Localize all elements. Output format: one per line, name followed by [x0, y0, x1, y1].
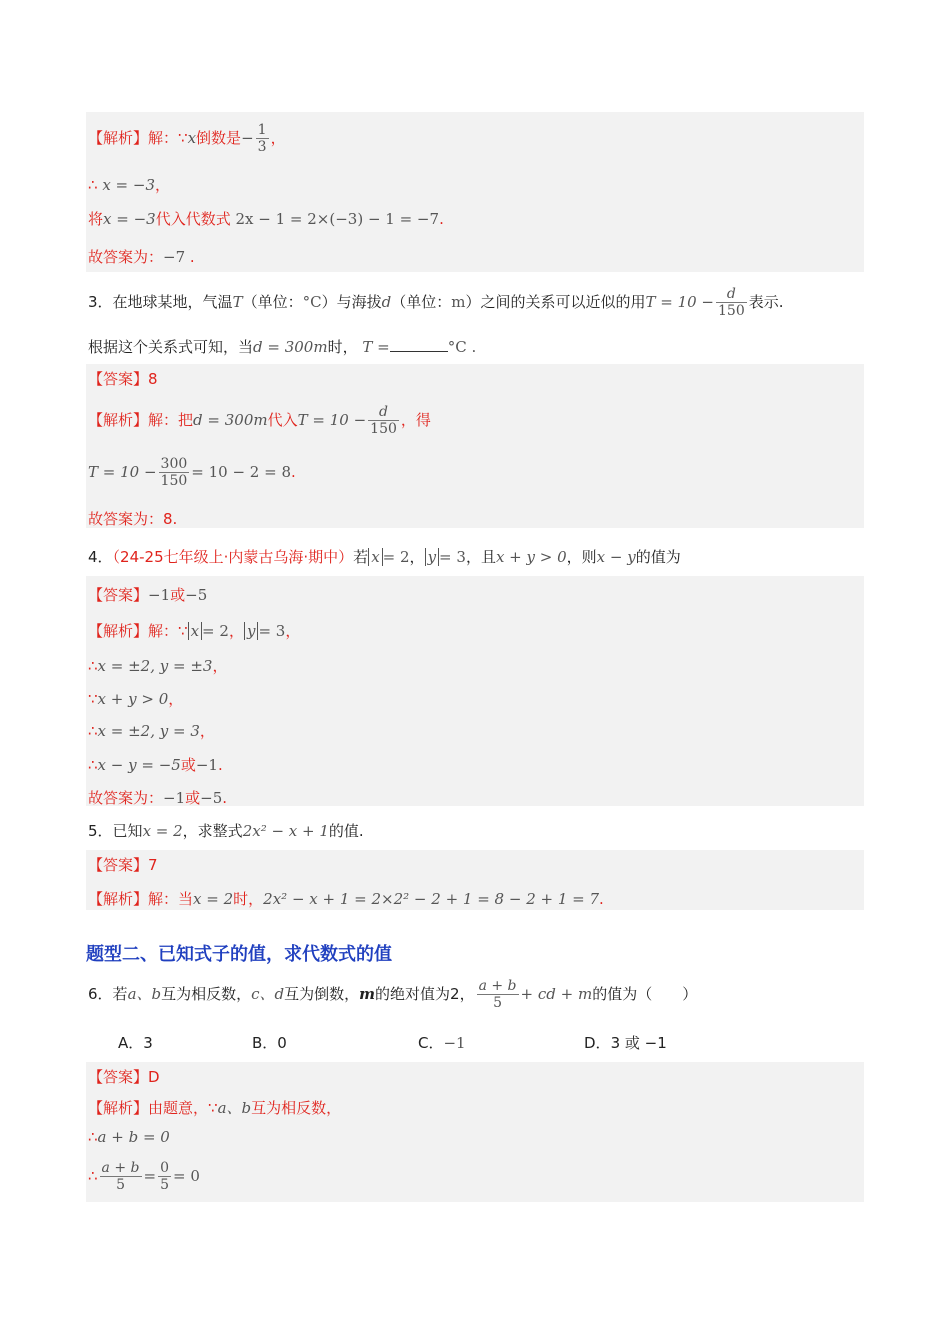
- question-3: 3．在地球某地，气温T（单位：°C）与海拔d（单位：m）之间的关系可以近似的用T = 10 − $\frac{d}{150}$ 表示.: [88, 286, 784, 320]
- final-answer-line: 故答案为：−1或−5.: [88, 789, 228, 807]
- solution-line: ∴x − y = −5或−1.: [88, 756, 223, 774]
- question-6: 6．若a、b互为相反数，c、d互为倒数，m的绝对值为2， $\frac{a + b}{5}$ + cd + m的值为（ ）: [88, 978, 698, 1012]
- solution-block-6: [86, 1062, 864, 1202]
- fraction: $\frac{a + b}{5}$: [101, 1160, 140, 1194]
- question-4: 4．（24-25七年级上·内蒙古乌海·期中）若 x = 2， y = 3，且x + y > 0，则x − y的值为: [88, 548, 681, 566]
- final-answer-line: 故答案为：8.: [88, 510, 178, 528]
- answer-line: 【答案】D: [88, 1068, 160, 1086]
- solution-line: ∴a + b = 0: [88, 1128, 170, 1146]
- fraction: $\frac{d}{150}$: [718, 286, 745, 320]
- analysis-line: 【解析】解：把d = 300m代入T = 10 − $\frac{d}{150}$ ，得: [88, 404, 431, 438]
- analysis-line: 【解析】解：∵ x = 2， y = 3，: [88, 622, 301, 640]
- fraction: $\frac{d}{150}$: [370, 404, 397, 438]
- section-title: 题型二、已知式子的值，求代数式的值: [86, 944, 392, 965]
- solution-line: 将x = −3代入代数式 2x − 1 = 2×(−3) − 1 = −7.: [88, 210, 444, 228]
- solution-line: ∴ $\frac{a + b}{5}$ = $\frac{0}{5}$ = 0: [88, 1160, 200, 1194]
- final-answer-line: 故答案为：−7 .: [88, 248, 195, 266]
- solution-line: ∵x + y > 0，: [88, 690, 184, 708]
- solution-block-3: [86, 364, 864, 528]
- solution-line: ∴ x = −3，: [88, 176, 171, 194]
- question-source: （24-25七年级上·内蒙古乌海·期中）: [112, 548, 354, 566]
- answer-line: 【答案】7: [88, 856, 158, 874]
- option-b[interactable]: B．0: [252, 1034, 287, 1052]
- option-d[interactable]: D．3 或 −1: [584, 1034, 667, 1052]
- fraction: $\frac{1}{3}$: [257, 122, 267, 156]
- answer-line: 【答案】8: [88, 370, 158, 388]
- solution-line: T = 10 − $\frac{300}{150}$ = 10 − 2 = 8.: [88, 456, 296, 490]
- fraction: $\frac{a + b}{5}$: [478, 978, 517, 1012]
- analysis-line: 【解析】由题意，∵a、b互为相反数，: [88, 1099, 342, 1117]
- fraction: $\frac{0}{5}$: [160, 1160, 169, 1194]
- analysis-line: 【解析】解：∵x倒数是− $\frac{1}{3}$ ，: [88, 122, 286, 156]
- option-a[interactable]: A．3: [118, 1034, 153, 1052]
- solution-line: ∴x = ±2, y = ±3，: [88, 657, 228, 675]
- fraction: $\frac{300}{150}$: [160, 456, 188, 490]
- question-3-line-2: 根据这个关系式可知，当d = 300m时， T = °C .: [88, 338, 477, 356]
- answer-blank: [390, 337, 448, 352]
- analysis-line: 【解析】解：当x = 2时，2x² − x + 1 = 2×2² − 2 + 1 = 8 − 2 + 1 = 7.: [88, 890, 604, 908]
- answer-line: 【答案】−1或−5: [88, 586, 208, 604]
- option-c[interactable]: C．−1: [418, 1034, 466, 1052]
- question-5: 5．已知x = 2，求整式2x² − x + 1的值.: [88, 822, 364, 840]
- solution-line: ∴x = ±2, y = 3，: [88, 722, 215, 740]
